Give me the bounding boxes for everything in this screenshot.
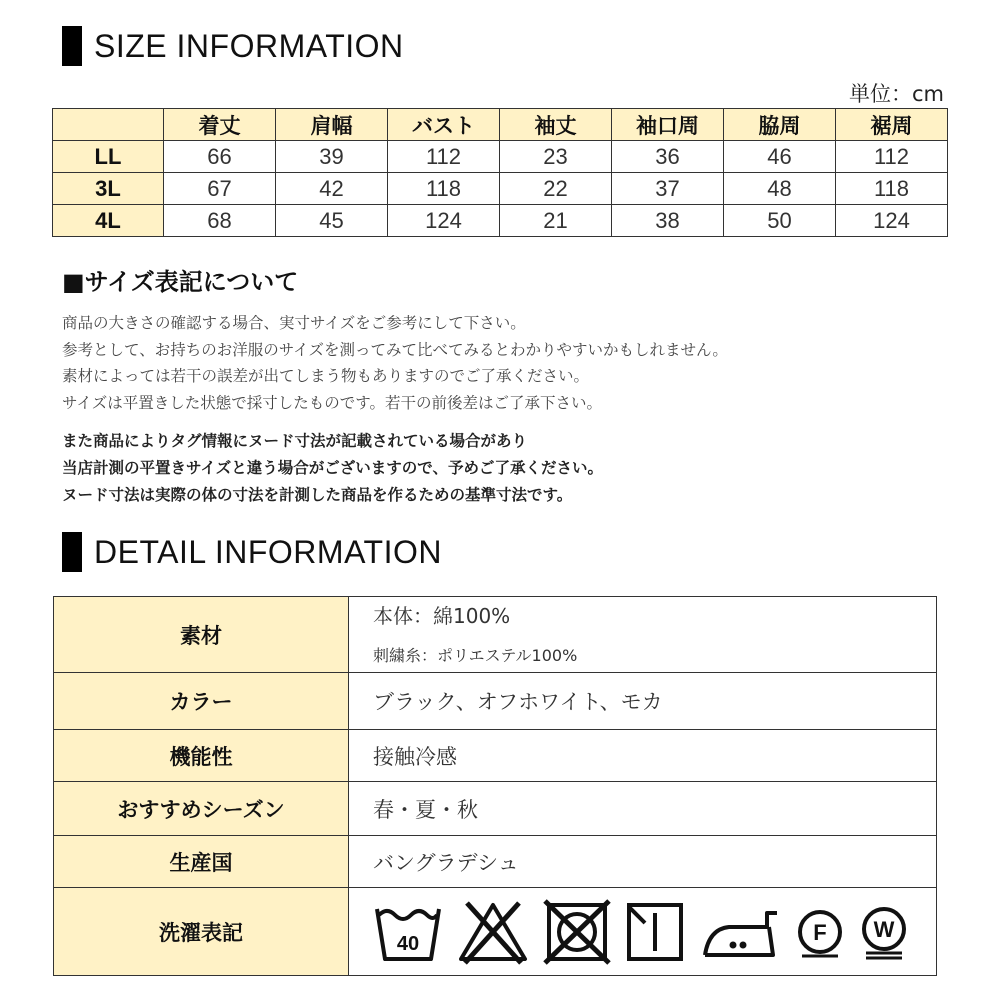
col-header: 袖丈 <box>500 109 612 141</box>
detail-label: 洗濯表記 <box>54 888 349 976</box>
size-value: 23 <box>500 141 612 173</box>
size-table <box>52 108 948 237</box>
size-value: 39 <box>276 141 388 173</box>
dry-clean-f-icon <box>795 899 845 965</box>
heading-bar <box>62 26 82 66</box>
col-header: 肩幅 <box>276 109 388 141</box>
note-line: 参考として、お持ちのお洋服のサイズを測ってみて比べてみるとわかりやすいかもしれません。 <box>62 340 728 359</box>
size-value: 36 <box>612 141 724 173</box>
bold-note-line: また商品によりタグ情報にヌード寸法が記載されている場合があり <box>62 432 528 450</box>
size-value: 124 <box>836 205 948 237</box>
size-value: 66 <box>164 141 276 173</box>
note-line: 商品の大きさの確認する場合、実寸サイズをご参考にして下さい。 <box>62 314 526 332</box>
size-notes-bold <box>62 428 603 509</box>
iron-low-icon <box>699 899 781 965</box>
detail-value: ブラック、オフホワイト、モカ <box>349 673 937 730</box>
detail-label: 機能性 <box>54 730 349 782</box>
size-value: 46 <box>724 141 836 173</box>
col-header: 袖口周 <box>612 109 724 141</box>
detail-value <box>349 597 937 673</box>
size-value: 42 <box>276 173 388 205</box>
detail-label: カラー <box>54 673 349 730</box>
col-header: バスト <box>388 109 500 141</box>
note-line: サイズは平置きした状態で採寸したものです。若干の前後差はご了承下さい。 <box>62 393 603 412</box>
detail-row-origin <box>54 836 937 888</box>
detail-table <box>53 596 937 976</box>
dry-clean-letter: F <box>813 919 827 945</box>
detail-value: バングラデシュ <box>349 836 937 888</box>
col-header: 脇周 <box>724 109 836 141</box>
size-table-header-row <box>53 109 948 141</box>
bold-note-line: ヌード寸法は実際の体の寸法を計測した商品を作るための基準寸法です。 <box>62 486 573 504</box>
detail-label: 生産国 <box>54 836 349 888</box>
size-value: 22 <box>500 173 612 205</box>
detail-label: おすすめシーズン <box>54 782 349 836</box>
wash-temp-label: 40 <box>396 932 420 955</box>
detail-row-season <box>54 782 937 836</box>
size-value: 112 <box>388 141 500 173</box>
detail-value <box>349 888 937 976</box>
table-row <box>53 141 948 173</box>
size-notes <box>62 310 728 416</box>
detail-section-title: DETAIL INFORMATION <box>94 533 442 570</box>
size-value: 50 <box>724 205 836 237</box>
size-value: 68 <box>164 205 276 237</box>
detail-value: 春・夏・秋 <box>349 782 937 836</box>
unit-label: 単位：cm <box>848 82 944 106</box>
wet-clean-w-icon <box>859 899 909 965</box>
col-header: 着丈 <box>164 109 276 141</box>
size-value: 21 <box>500 205 612 237</box>
size-label: 4L <box>53 205 164 237</box>
detail-value: 接触冷感 <box>349 730 937 782</box>
size-label: LL <box>53 141 164 173</box>
size-value: 118 <box>388 173 500 205</box>
size-table-corner <box>53 109 164 141</box>
table-row <box>53 205 948 237</box>
size-value: 118 <box>836 173 948 205</box>
detail-row-color <box>54 673 937 730</box>
wet-clean-letter: W <box>873 916 895 942</box>
bold-note-line: 当店計測の平置きサイズと違う場合がございますので、予めご了承ください。 <box>62 459 603 477</box>
wash-40-icon <box>373 899 443 965</box>
detail-row-material <box>54 597 937 673</box>
detail-section-heading <box>62 532 442 572</box>
no-bleach-icon <box>457 899 529 965</box>
heading-bar <box>62 532 82 572</box>
no-tumble-dry-icon <box>543 899 611 965</box>
size-label: 3L <box>53 173 164 205</box>
col-header: 裾周 <box>836 109 948 141</box>
detail-row-function <box>54 730 937 782</box>
note-line: 素材によっては若干の誤差が出てしまう物もありますのでご了承ください。 <box>62 367 590 385</box>
drip-dry-shade-icon <box>625 899 685 965</box>
size-notes-heading: ■サイズ表記について <box>62 268 299 296</box>
size-value: 67 <box>164 173 276 205</box>
size-value: 38 <box>612 205 724 237</box>
size-section-title: SIZE INFORMATION <box>94 27 404 64</box>
size-section-heading <box>62 26 404 66</box>
detail-label: 素材 <box>54 597 349 673</box>
size-value: 37 <box>612 173 724 205</box>
size-value: 48 <box>724 173 836 205</box>
size-value: 124 <box>388 205 500 237</box>
detail-row-care <box>54 888 937 976</box>
care-icons <box>373 899 936 965</box>
size-value: 112 <box>836 141 948 173</box>
material-main: 本体：綿100% <box>373 603 511 628</box>
table-row <box>53 173 948 205</box>
material-sub: 刺繍糸：ポリエステル100% <box>373 645 578 665</box>
size-value: 45 <box>276 205 388 237</box>
